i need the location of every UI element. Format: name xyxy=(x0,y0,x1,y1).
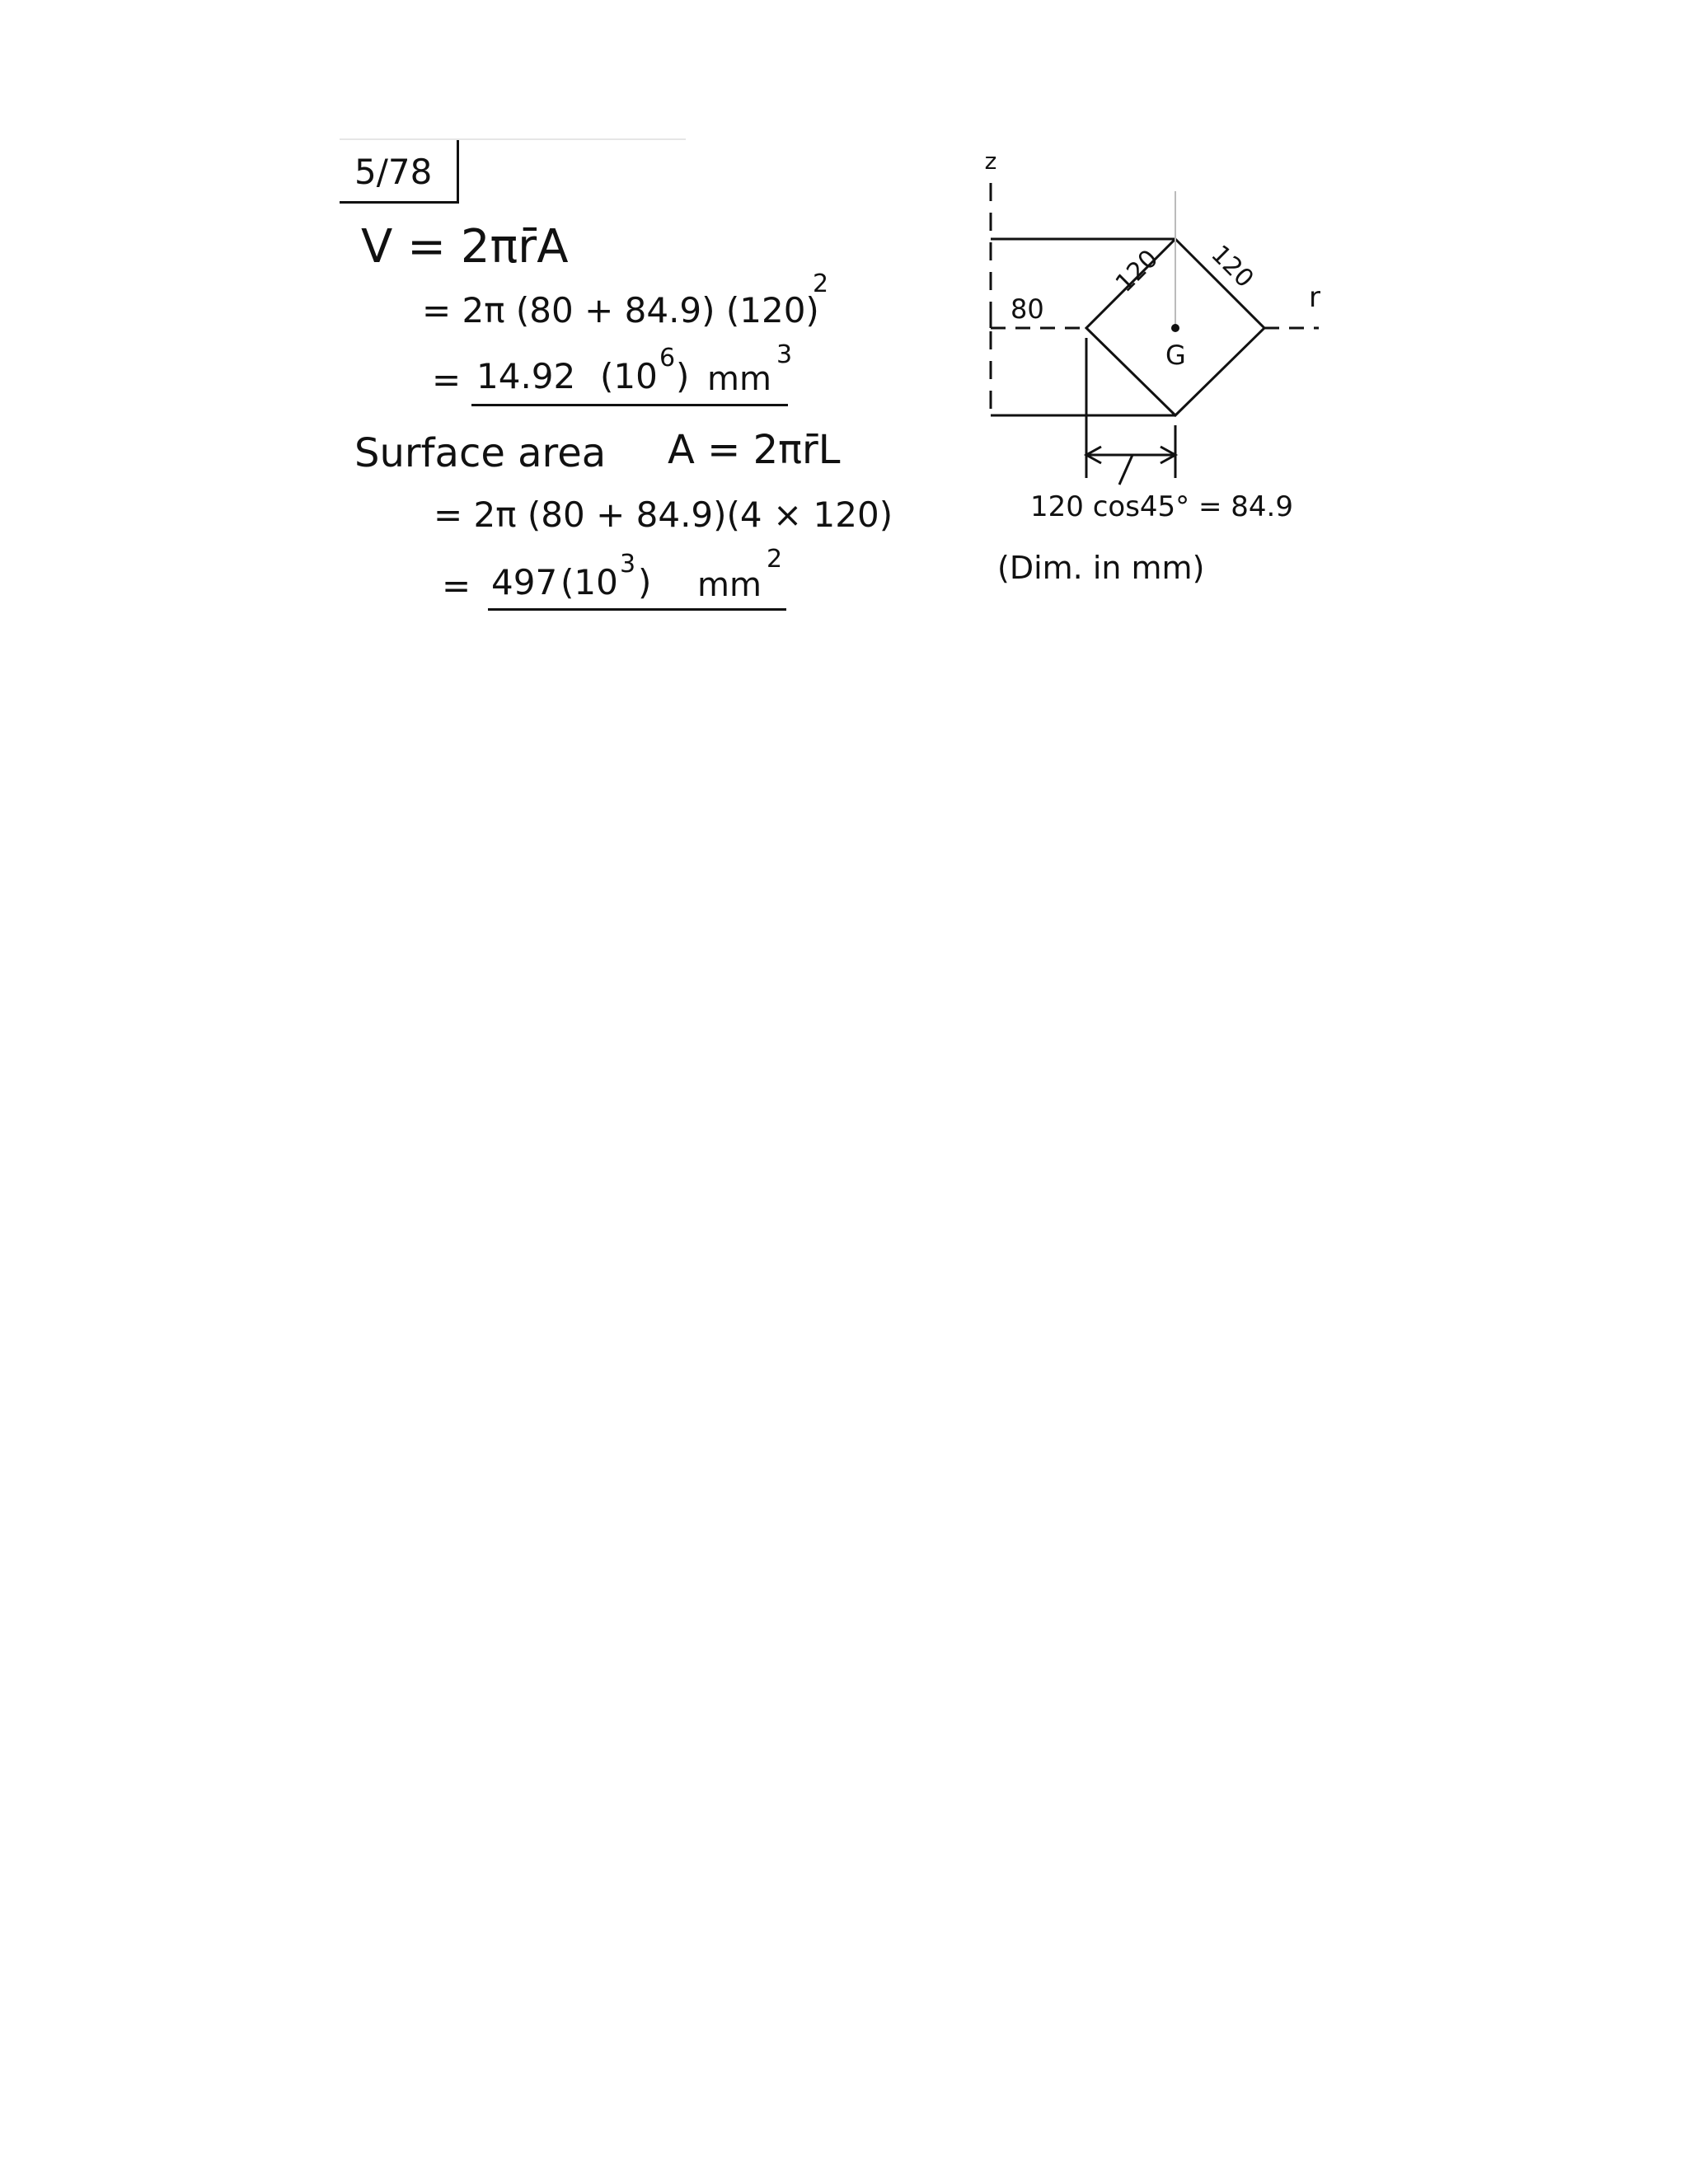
surface-area-result-underline xyxy=(488,608,786,611)
volume-result-unit: mm xyxy=(707,360,771,398)
volume-result-factor-close: ) xyxy=(676,356,690,396)
r-axis-label: r xyxy=(1309,281,1320,314)
cross-section-diagram xyxy=(981,132,1343,626)
surface-area-result-equals: = xyxy=(442,565,471,606)
side-label-left: 120 xyxy=(1109,244,1165,298)
volume-substitution-exponent: 2 xyxy=(813,269,829,298)
side-label-right: 120 xyxy=(1205,239,1259,294)
centroid-label: G xyxy=(1165,340,1186,371)
dimension-leader xyxy=(1119,455,1132,485)
offset-label: 80 xyxy=(1010,293,1044,325)
volume-result-value: 14.92 xyxy=(476,356,576,396)
surface-area-result-factor-exponent: 3 xyxy=(620,550,636,579)
volume-result-equals: = xyxy=(432,359,462,400)
surface-area-result-factor-close: ) xyxy=(638,562,652,602)
problem-number: 5/78 xyxy=(354,152,433,192)
surface-area-result-unit: mm xyxy=(697,566,762,604)
volume-result-factor: (10 xyxy=(600,356,658,396)
volume-formula: V = 2πr̄A xyxy=(361,220,569,274)
z-axis-label: z xyxy=(984,148,997,175)
surface-area-result-unit-exponent: 2 xyxy=(767,545,783,574)
dimension-note: 120 cos45° = 84.9 xyxy=(1030,490,1293,523)
volume-substitution: = 2π (80 + 84.9) (120) xyxy=(422,290,819,330)
volume-result-factor-exponent: 6 xyxy=(659,344,676,373)
surface-area-label: Surface area xyxy=(354,430,607,476)
surface-area-substitution: = 2π (80 + 84.9)(4 × 120) xyxy=(434,494,893,535)
centroid-dot xyxy=(1171,324,1179,332)
volume-result-unit-exponent: 3 xyxy=(776,340,793,369)
volume-result-underline xyxy=(471,404,788,406)
surface-area-formula: A = 2πr̄L xyxy=(668,427,841,473)
surface-area-result-factor: (10 xyxy=(560,562,618,602)
units-note: (Dim. in mm) xyxy=(997,550,1205,586)
surface-area-result-value: 497 xyxy=(491,562,558,602)
